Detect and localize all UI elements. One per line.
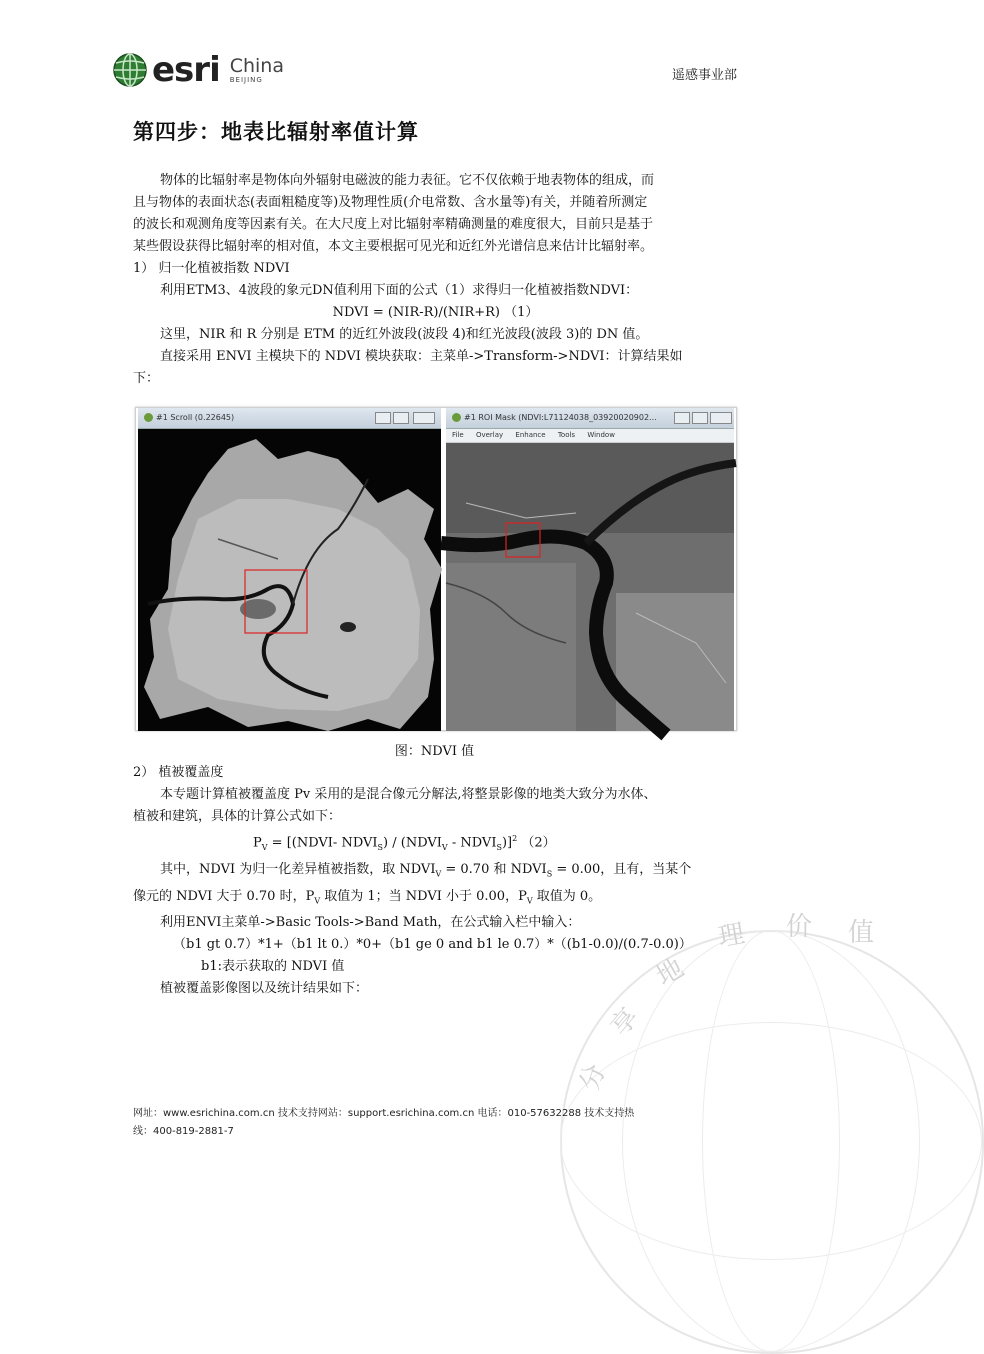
roi-mask-window	[446, 408, 734, 730]
menu-bar	[446, 429, 734, 443]
formula-sub: S	[496, 842, 502, 852]
pv-formula	[133, 828, 738, 859]
text-line: 这里，NIR 和 R 分别是 ETM 的近红外波段(波段 4)和红光波段(波段 3)的 DN 值。	[160, 327, 649, 342]
minimize-button[interactable]	[375, 412, 391, 424]
section-2	[133, 762, 738, 1000]
footer-contact-line: 网址：www.esrichina.com.cn 技术支持网站：support.esrichina.com.cn 电话：010-57632288 技术支持热	[133, 1108, 635, 1119]
text-part: = 0.00，且有，当某个	[552, 861, 692, 877]
figure-caption: 图：NDVI 值	[394, 744, 475, 759]
text-line: 本专题计算植被覆盖度 Pv 采用的是混合像元分解法,将整景影像的地类大致分为水体、	[160, 787, 657, 802]
text-part: 其中，NDVI 为归一化差异植被指数，取 NDVI	[160, 861, 436, 877]
text-sub: V	[314, 896, 321, 906]
globe-icon	[112, 52, 148, 88]
formula-sub: S	[377, 842, 384, 852]
logo-china-text: China	[229, 55, 284, 77]
text-line	[133, 886, 738, 913]
esri-china-logo	[112, 52, 284, 88]
footer-hotline: 线：400-819-2881-7	[133, 1126, 234, 1137]
department-label: 遥感事业部	[671, 68, 737, 83]
text-line: 利用ETM3、4波段的象元DN值利用下面的公式（1）求得归一化植被指数NDVI：	[160, 283, 639, 298]
text-line: 物体的比辐射率是物体向外辐射电磁波的能力表征。它不仅依赖于地表物体的组成，而	[160, 173, 655, 188]
ndvi-formula: NDVI = (NIR-R)/(NIR+R) （1）	[332, 305, 539, 320]
scroll-window-titlebar	[138, 408, 441, 429]
text-part: 取值为 0。	[532, 888, 602, 904]
logo-wordmark: esri	[152, 50, 220, 90]
close-button[interactable]	[413, 412, 435, 424]
scroll-window	[138, 408, 441, 730]
formula-part: = [(NDVI- NDVI	[267, 835, 378, 851]
watermark-char: 地	[651, 953, 690, 993]
text-line: 直接采用 ENVI 主模块下的 NDVI 模块获取：主菜单->Transform->NDVI：计算结果如	[160, 349, 683, 364]
text-line	[133, 859, 738, 886]
menu-overlay[interactable]: Overlay	[475, 431, 504, 439]
menu-tools[interactable]: Tools	[557, 431, 576, 439]
watermark-char: 价	[786, 912, 813, 942]
formula-part: )]	[501, 835, 513, 851]
formula-part: ) / (NDVI	[383, 835, 442, 851]
section-heading: 2） 植被覆盖度	[133, 765, 224, 780]
text-line: 的波长和观测角度等因素有关。在大尺度上对比辐射率精确测量的难度很大，目前只是基于	[133, 217, 654, 232]
formula-sub: V	[261, 842, 268, 852]
ndvi-figure	[135, 407, 737, 731]
page-title: 第四步：地表比辐射率值计算	[133, 120, 419, 144]
roi-window-titlebar	[446, 408, 734, 429]
text-line: 利用ENVI主菜单->Basic Tools->Band Math，在公式输入栏中输入：	[160, 915, 581, 931]
maximize-button[interactable]	[393, 412, 409, 424]
page-footer	[133, 1105, 739, 1141]
text-sub: V	[435, 869, 442, 879]
close-button[interactable]	[710, 412, 732, 424]
menu-file[interactable]: File	[452, 431, 464, 439]
ndvi-zoom-image[interactable]	[446, 443, 734, 731]
ndvi-scroll-image[interactable]	[138, 429, 441, 731]
minimize-button[interactable]	[674, 412, 690, 424]
text-line: 植被覆盖影像图以及统计结果如下：	[160, 981, 369, 997]
logo-subtitle	[230, 56, 284, 84]
roi-window-title: #1 ROI Mask (NDVI:L71124038_03920020902...	[464, 413, 657, 422]
text-sub: V	[526, 896, 533, 906]
menu-enhance[interactable]: Enhance	[515, 431, 546, 439]
formula-part: - NDVI	[447, 835, 497, 851]
text-line: 下：	[133, 371, 160, 386]
menu-window[interactable]: Window	[587, 431, 615, 439]
formula-sup: 2	[512, 834, 518, 843]
scroll-window-title: #1 Scroll (0.22645)	[156, 413, 235, 422]
envi-icon	[452, 413, 461, 422]
logo-beijing-text: BEIJING	[229, 76, 263, 84]
watermark-char: 分	[574, 1060, 612, 1095]
section-heading: 1） 归一化植被指数 NDVI	[133, 261, 290, 276]
text-part: = 0.70 和 NDVI	[441, 861, 547, 877]
formula-part: P	[253, 835, 262, 851]
text-line: 某些假设获得比辐射率的相对值，本文主要根据可见光和近红外光谱信息来估计比辐射率。	[133, 239, 654, 254]
text-sub: S	[546, 869, 553, 879]
envi-icon	[144, 413, 153, 422]
watermark-char: 值	[848, 918, 875, 948]
watermark-char: 享	[605, 1002, 645, 1042]
text-part: 像元的 NDVI 大于 0.70 时，P	[133, 888, 315, 904]
watermark-char: 理	[716, 918, 747, 953]
maximize-button[interactable]	[692, 412, 708, 424]
text-line: 植被和建筑，具体的计算公式如下：	[133, 809, 342, 824]
expression-note: b1:表示获取的 NDVI 值	[201, 959, 345, 975]
intro-paragraph	[133, 170, 738, 390]
formula-sub: V	[441, 842, 448, 852]
formula-number: （2）	[517, 835, 556, 851]
text-part: 取值为 1；当 NDVI 小于 0.00，P	[320, 888, 527, 904]
text-line: 且与物体的表面状态(表面粗糙度等)及物理性质(介电常数、含水量等)有关，并随着所测定	[133, 195, 648, 210]
band-math-expression: （b1 gt 0.7）*1+（b1 lt 0.）*0+（b1 ge 0 and b1 le 0.7）*（(b1-0.0)/(0.7-0.0)）	[173, 937, 692, 953]
